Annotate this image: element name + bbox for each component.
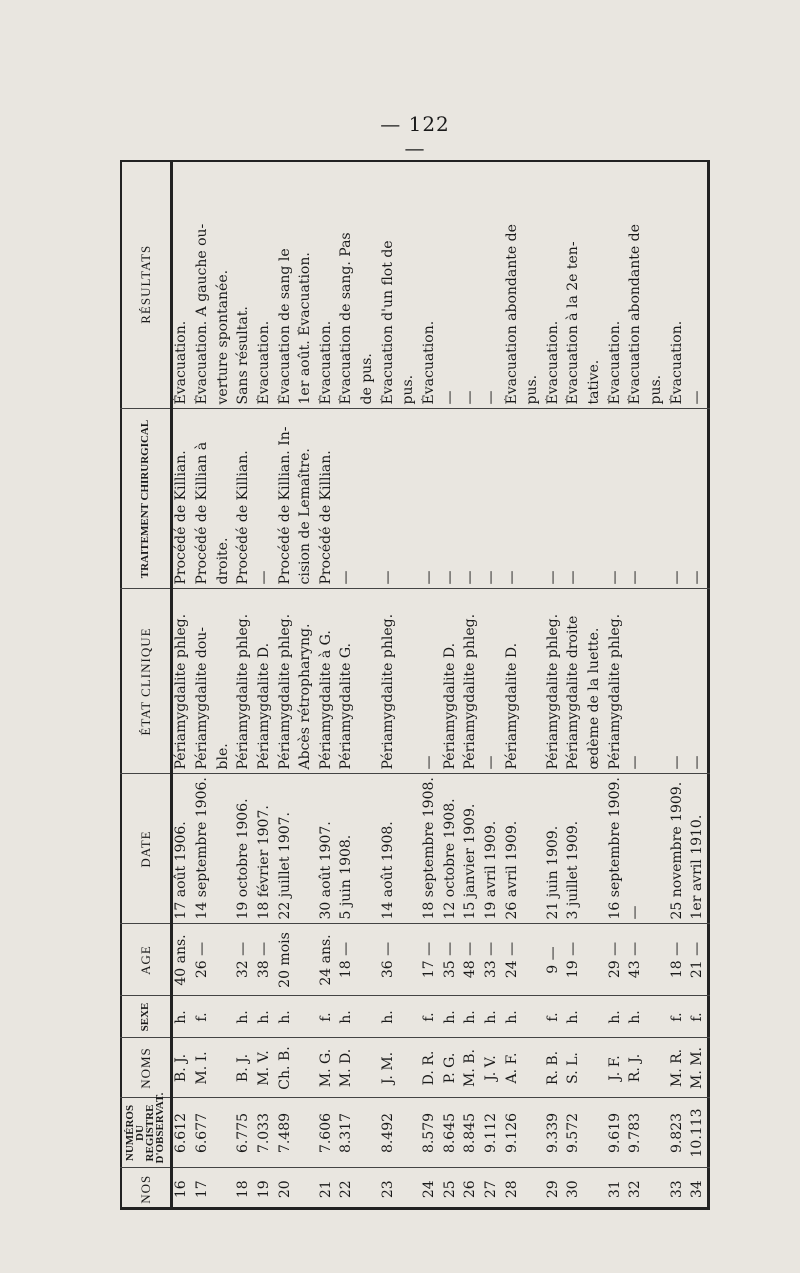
cell-surgical-treatment: — — [607, 409, 628, 589]
cell-date — [586, 774, 607, 924]
cell-result: Évacuation. — [668, 320, 685, 405]
cell-surgical-treatment: Procédé de Killian. — [318, 409, 339, 589]
cell-register: 7.489 — [277, 1098, 298, 1168]
cell-sex: f. — [421, 996, 442, 1038]
table-row — [318, 160, 339, 1210]
cell-result: Évacuation. — [544, 320, 561, 405]
cell-date — [400, 774, 421, 924]
cell-surgical-treatment: Procédé de Killian. — [235, 409, 256, 589]
cell-clinical-state: Périamygdalite phleg. — [277, 589, 298, 774]
cell-age: 18 — — [669, 924, 690, 996]
table-row — [297, 160, 318, 1210]
cell-age — [586, 924, 607, 996]
cell-name: J. V. — [483, 1038, 504, 1098]
col-header-results: RÉSULTATS — [120, 160, 172, 409]
cell-surgical-treatment: Procédé de Killian. — [172, 409, 194, 589]
cell-date: 18 février 1907. — [256, 774, 277, 924]
cell-name — [524, 1038, 545, 1098]
cell-date — [648, 774, 669, 924]
cell-no: 16 — [172, 1168, 194, 1210]
cell-clinical-state — [359, 589, 380, 774]
cell-surgical-treatment: — — [669, 409, 690, 589]
cell-no: 18 — [235, 1168, 256, 1210]
cell-surgical-treatment — [648, 409, 669, 589]
cell-sex — [215, 996, 236, 1038]
cell-surgical-treatment — [400, 409, 421, 589]
cell-clinical-state: — — [421, 589, 442, 774]
cell-sex — [297, 996, 318, 1038]
cell-age: 43 — — [627, 924, 648, 996]
cell-register: 9.823 — [669, 1098, 690, 1168]
cell-no: 17 — [194, 1168, 215, 1210]
cell-result: de pus. — [359, 353, 376, 405]
cell-name — [359, 1038, 380, 1098]
cell-age: 24 ans. — [318, 924, 339, 996]
cell-surgical-treatment: — — [338, 409, 359, 589]
cell-clinical-state — [648, 589, 669, 774]
cell-result: Évacuation à la 2e ten- — [565, 241, 582, 405]
cell-surgical-treatment: — — [380, 409, 401, 589]
cell-name — [586, 1038, 607, 1098]
cell-date: 21 juin 1909. — [545, 774, 566, 924]
cell-clinical-state: Périamygdalite D. — [442, 589, 463, 774]
cell-register — [400, 1098, 421, 1168]
cell-surgical-treatment: — — [689, 409, 710, 589]
table-row — [462, 160, 483, 1210]
cell-sex: h. — [442, 996, 463, 1038]
table-row — [524, 160, 545, 1210]
cell-result: Évacuation. A gauche ou- — [193, 223, 210, 405]
cell-register: 9.126 — [504, 1098, 525, 1168]
col-header-surgical-treatment: TRAITEMENT CHIRURGICAL — [120, 409, 172, 589]
cell-surgical-treatment: — — [421, 409, 442, 589]
table-row — [483, 160, 504, 1210]
cell-sex: h. — [338, 996, 359, 1038]
cell-register: 8.845 — [462, 1098, 483, 1168]
table-row — [689, 160, 710, 1210]
cell-date: 19 octobre 1906. — [235, 774, 256, 924]
cell-date — [215, 774, 236, 924]
cell-register — [359, 1098, 380, 1168]
cell-no: 31 — [607, 1168, 628, 1210]
cell-no: 28 — [504, 1168, 525, 1210]
cell-clinical-state: Périamygdalite phleg. — [172, 589, 194, 774]
cell-no: 22 — [338, 1168, 359, 1210]
cell-surgical-treatment — [586, 409, 607, 589]
cell-surgical-treatment: droite. — [215, 409, 236, 589]
cell-age: 18 — — [338, 924, 359, 996]
cell-date: 26 avril 1909. — [504, 774, 525, 924]
table-row — [565, 160, 586, 1210]
cell-sex — [400, 996, 421, 1038]
cell-register: 7.606 — [318, 1098, 339, 1168]
cell-clinical-state: Périamygdalite D. — [256, 589, 277, 774]
cell-sex — [524, 996, 545, 1038]
table-row — [421, 160, 442, 1210]
cell-date — [524, 774, 545, 924]
table-row — [442, 160, 463, 1210]
cell-register: 9.112 — [483, 1098, 504, 1168]
cell-age: 9 — — [545, 924, 566, 996]
cell-clinical-state: Périamygdalite dou- — [194, 589, 215, 774]
cell-age: 33 — — [483, 924, 504, 996]
table-row — [235, 160, 256, 1210]
cell-result: Évacuation de sang le — [276, 248, 293, 405]
col-header-no: NOS — [120, 1168, 172, 1210]
cell-sex: h. — [565, 996, 586, 1038]
col-header-sex: SEXE — [120, 996, 172, 1038]
cell-name: J. F. — [607, 1038, 628, 1098]
cell-no: 33 — [669, 1168, 690, 1210]
cell-sex: h. — [172, 996, 194, 1038]
cell-no: 32 — [627, 1168, 648, 1210]
cell-clinical-state: Abcès rétropharyng. — [297, 589, 318, 774]
cell-age — [215, 924, 236, 996]
cell-name: B. J. — [235, 1038, 256, 1098]
cell-register — [524, 1098, 545, 1168]
cell-result: Évacuation d'un flot de — [379, 240, 396, 405]
cell-register — [215, 1098, 236, 1168]
cell-age: 38 — — [256, 924, 277, 996]
cell-register: 7.033 — [256, 1098, 277, 1168]
cell-age: 26 — — [194, 924, 215, 996]
header-row — [120, 160, 172, 1210]
cell-name: M. B. — [462, 1038, 483, 1098]
cell-age: 40 ans. — [172, 924, 194, 996]
cell-name: M. D. — [338, 1038, 359, 1098]
cell-result: Évacuation. — [606, 320, 623, 405]
cell-date: 19 avril 1909. — [483, 774, 504, 924]
cell-result: Évacuation abondante de — [627, 224, 644, 405]
cell-surgical-treatment — [359, 409, 380, 589]
cell-no — [297, 1168, 318, 1210]
cell-name: R. B. — [545, 1038, 566, 1098]
cell-date: 15 janvier 1909. — [462, 774, 483, 924]
cell-date: 12 octobre 1908. — [442, 774, 463, 924]
cell-result: — — [482, 390, 499, 405]
cell-date: 14 septembre 1906. — [194, 774, 215, 924]
cell-no — [648, 1168, 669, 1210]
cell-register — [648, 1098, 669, 1168]
cell-surgical-treatment: — — [256, 409, 277, 589]
cell-register: 9.619 — [607, 1098, 628, 1168]
cell-surgical-treatment: — — [462, 409, 483, 589]
table-row — [380, 160, 401, 1210]
cell-age: 32 — — [235, 924, 256, 996]
cell-clinical-state: — — [689, 589, 710, 774]
cell-age: 35 — — [442, 924, 463, 996]
cell-no: 24 — [421, 1168, 442, 1210]
cell-result: pus. — [524, 374, 541, 405]
cell-register: 9.339 — [545, 1098, 566, 1168]
cell-date: 3 juillet 1909. — [565, 774, 586, 924]
cell-date: — — [627, 774, 648, 924]
cell-name — [215, 1038, 236, 1098]
table-row — [256, 160, 277, 1210]
cell-date: 17 août 1906. — [172, 774, 194, 924]
cell-register — [297, 1098, 318, 1168]
cell-register: 6.612 — [172, 1098, 194, 1168]
table-row — [648, 160, 669, 1210]
cell-sex — [586, 996, 607, 1038]
cell-sex: f. — [669, 996, 690, 1038]
cell-date: 22 juillet 1907. — [277, 774, 298, 924]
col-header-age: AGE — [120, 924, 172, 996]
cell-age — [359, 924, 380, 996]
cell-age: 48 — — [462, 924, 483, 996]
cell-clinical-state: Périamygdalite phleg. — [607, 589, 628, 774]
col-header-register: NUMÉROS DU REGISTRE D'OBSERVAT. — [120, 1098, 172, 1168]
table-body — [172, 160, 711, 1210]
cell-result: 1er août. Évacuation. — [297, 252, 314, 405]
cell-clinical-state: — — [627, 589, 648, 774]
cell-name: R. J. — [627, 1038, 648, 1098]
table-row — [338, 160, 359, 1210]
cell-sex: h. — [380, 996, 401, 1038]
cell-name: P. G. — [442, 1038, 463, 1098]
cell-date — [359, 774, 380, 924]
cell-surgical-treatment: — — [504, 409, 525, 589]
cell-no — [215, 1168, 236, 1210]
cell-result: — — [462, 390, 479, 405]
table-row — [277, 160, 298, 1210]
cell-register: 9.572 — [565, 1098, 586, 1168]
table-row — [669, 160, 690, 1210]
page-number: — 122 — — [380, 112, 450, 160]
cell-result: pus. — [400, 374, 417, 405]
cell-sex: f. — [318, 996, 339, 1038]
cell-date: 14 août 1908. — [380, 774, 401, 924]
cell-result: — — [441, 390, 458, 405]
cell-clinical-state — [400, 589, 421, 774]
cell-age: 20 mois — [277, 924, 298, 996]
cell-name — [648, 1038, 669, 1098]
cell-name: M. R. — [669, 1038, 690, 1098]
cell-result: Évacuation. — [255, 320, 272, 405]
table-row — [607, 160, 628, 1210]
cell-result: Évacuation de sang. Pas — [338, 232, 355, 405]
cell-surgical-treatment: — — [483, 409, 504, 589]
cell-age: 24 — — [504, 924, 525, 996]
cell-no: 27 — [483, 1168, 504, 1210]
cell-surgical-treatment: — — [565, 409, 586, 589]
cell-age: 21 — — [689, 924, 710, 996]
cell-no: 20 — [277, 1168, 298, 1210]
cell-clinical-state: Périamygdalite droite — [565, 589, 586, 774]
cell-sex: f. — [545, 996, 566, 1038]
cell-surgical-treatment: — — [545, 409, 566, 589]
cell-result: verture spontanée. — [214, 269, 231, 405]
cell-name: Ch. B. — [277, 1038, 298, 1098]
rotated-table-container — [120, 160, 710, 1210]
cell-sex: h. — [627, 996, 648, 1038]
cell-surgical-treatment — [524, 409, 545, 589]
cell-clinical-state: œdème de la luette. — [586, 589, 607, 774]
cell-name: M. V. — [256, 1038, 277, 1098]
cell-name: D. R. — [421, 1038, 442, 1098]
cell-result: Évacuation. — [173, 320, 189, 405]
cell-sex: h. — [607, 996, 628, 1038]
col-header-clinical-state: ÉTAT CLINIQUE — [120, 589, 172, 774]
cell-clinical-state: Périamygdalite phleg. — [380, 589, 401, 774]
cell-date: 5 juin 1908. — [338, 774, 359, 924]
cell-register — [586, 1098, 607, 1168]
table-row — [215, 160, 236, 1210]
cell-no — [359, 1168, 380, 1210]
col-header-name: NOMS — [120, 1038, 172, 1098]
cell-sex: h. — [483, 996, 504, 1038]
cell-result: Évacuation abondante de — [503, 224, 520, 405]
cell-result: Évacuation. — [421, 320, 437, 405]
cell-clinical-state: — — [669, 589, 690, 774]
cell-no — [524, 1168, 545, 1210]
cell-sex: f. — [194, 996, 215, 1038]
cell-surgical-treatment: — — [627, 409, 648, 589]
cell-name: J. M. — [380, 1038, 401, 1098]
cell-clinical-state: Périamygdalite D. — [504, 589, 525, 774]
cell-clinical-state: Périamygdalite à G. — [318, 589, 339, 774]
cell-clinical-state: ble. — [215, 589, 236, 774]
cell-date: 1er avril 1910. — [689, 774, 710, 924]
table-row — [504, 160, 525, 1210]
cell-sex — [648, 996, 669, 1038]
cell-sex: h. — [277, 996, 298, 1038]
table-row — [194, 160, 215, 1210]
table-row — [400, 160, 421, 1210]
cell-age — [297, 924, 318, 996]
cell-clinical-state: — — [483, 589, 504, 774]
cell-register: 8.645 — [442, 1098, 463, 1168]
cell-result: tative. — [586, 359, 603, 405]
cell-name: S. L. — [565, 1038, 586, 1098]
cell-sex — [359, 996, 380, 1038]
cell-clinical-state — [524, 589, 545, 774]
cell-date: 25 novembre 1909. — [669, 774, 690, 924]
cell-clinical-state: Périamygdalite phleg. — [545, 589, 566, 774]
cell-no: 26 — [462, 1168, 483, 1210]
cell-date — [297, 774, 318, 924]
cell-date: 16 septembre 1909. — [607, 774, 628, 924]
cell-no: 29 — [545, 1168, 566, 1210]
cell-register: 8.579 — [421, 1098, 442, 1168]
cell-age: 29 — — [607, 924, 628, 996]
cell-name: B. J. — [172, 1038, 194, 1098]
cell-no: 23 — [380, 1168, 401, 1210]
cell-name: A. F. — [504, 1038, 525, 1098]
cell-no: 30 — [565, 1168, 586, 1210]
cell-name: M. I. — [194, 1038, 215, 1098]
cell-age — [648, 924, 669, 996]
cell-register: 6.677 — [194, 1098, 215, 1168]
cell-result: — — [689, 390, 706, 405]
cell-name: M. G. — [318, 1038, 339, 1098]
table-row — [586, 160, 607, 1210]
cell-name — [400, 1038, 421, 1098]
cell-result: Évacuation. — [317, 320, 334, 405]
cell-result: Sans résultat. — [235, 306, 252, 405]
cell-register: 10.113 — [689, 1098, 710, 1168]
cell-sex: h. — [235, 996, 256, 1038]
cell-clinical-state: Périamygdalite G. — [338, 589, 359, 774]
cell-result: pus. — [648, 374, 665, 405]
table-row — [627, 160, 648, 1210]
cell-sex: h. — [504, 996, 525, 1038]
cell-sex: f. — [689, 996, 710, 1038]
cell-age: 36 — — [380, 924, 401, 996]
cell-no: 21 — [318, 1168, 339, 1210]
cell-surgical-treatment: Procédé de Killian. In- — [277, 409, 298, 589]
cell-no: 25 — [442, 1168, 463, 1210]
cell-date: 18 septembre 1908. — [421, 774, 442, 924]
cell-surgical-treatment: cision de Lemaître. — [297, 409, 318, 589]
cell-age: 17 — — [421, 924, 442, 996]
cell-date: 30 août 1907. — [318, 774, 339, 924]
cell-clinical-state: Périamygdalite phleg. — [462, 589, 483, 774]
cell-age — [400, 924, 421, 996]
cell-register: 6.775 — [235, 1098, 256, 1168]
cell-clinical-state: Périamygdalite phleg. — [235, 589, 256, 774]
col-header-date: DATE — [120, 774, 172, 924]
cell-name: M. M. — [689, 1038, 710, 1098]
cell-age: 19 — — [565, 924, 586, 996]
cell-register: 8.492 — [380, 1098, 401, 1168]
table-row — [545, 160, 566, 1210]
table-row — [172, 160, 194, 1210]
cell-register: 9.783 — [627, 1098, 648, 1168]
table-row — [359, 160, 380, 1210]
cell-name — [297, 1038, 318, 1098]
cell-no — [586, 1168, 607, 1210]
cell-sex: h. — [462, 996, 483, 1038]
cell-no — [400, 1168, 421, 1210]
results-table — [120, 160, 710, 1210]
cell-register: 8.317 — [338, 1098, 359, 1168]
cell-surgical-treatment: — — [442, 409, 463, 589]
cell-surgical-treatment: Procédé de Killian à — [194, 409, 215, 589]
cell-no: 34 — [689, 1168, 710, 1210]
cell-no: 19 — [256, 1168, 277, 1210]
cell-sex: h. — [256, 996, 277, 1038]
cell-age — [524, 924, 545, 996]
